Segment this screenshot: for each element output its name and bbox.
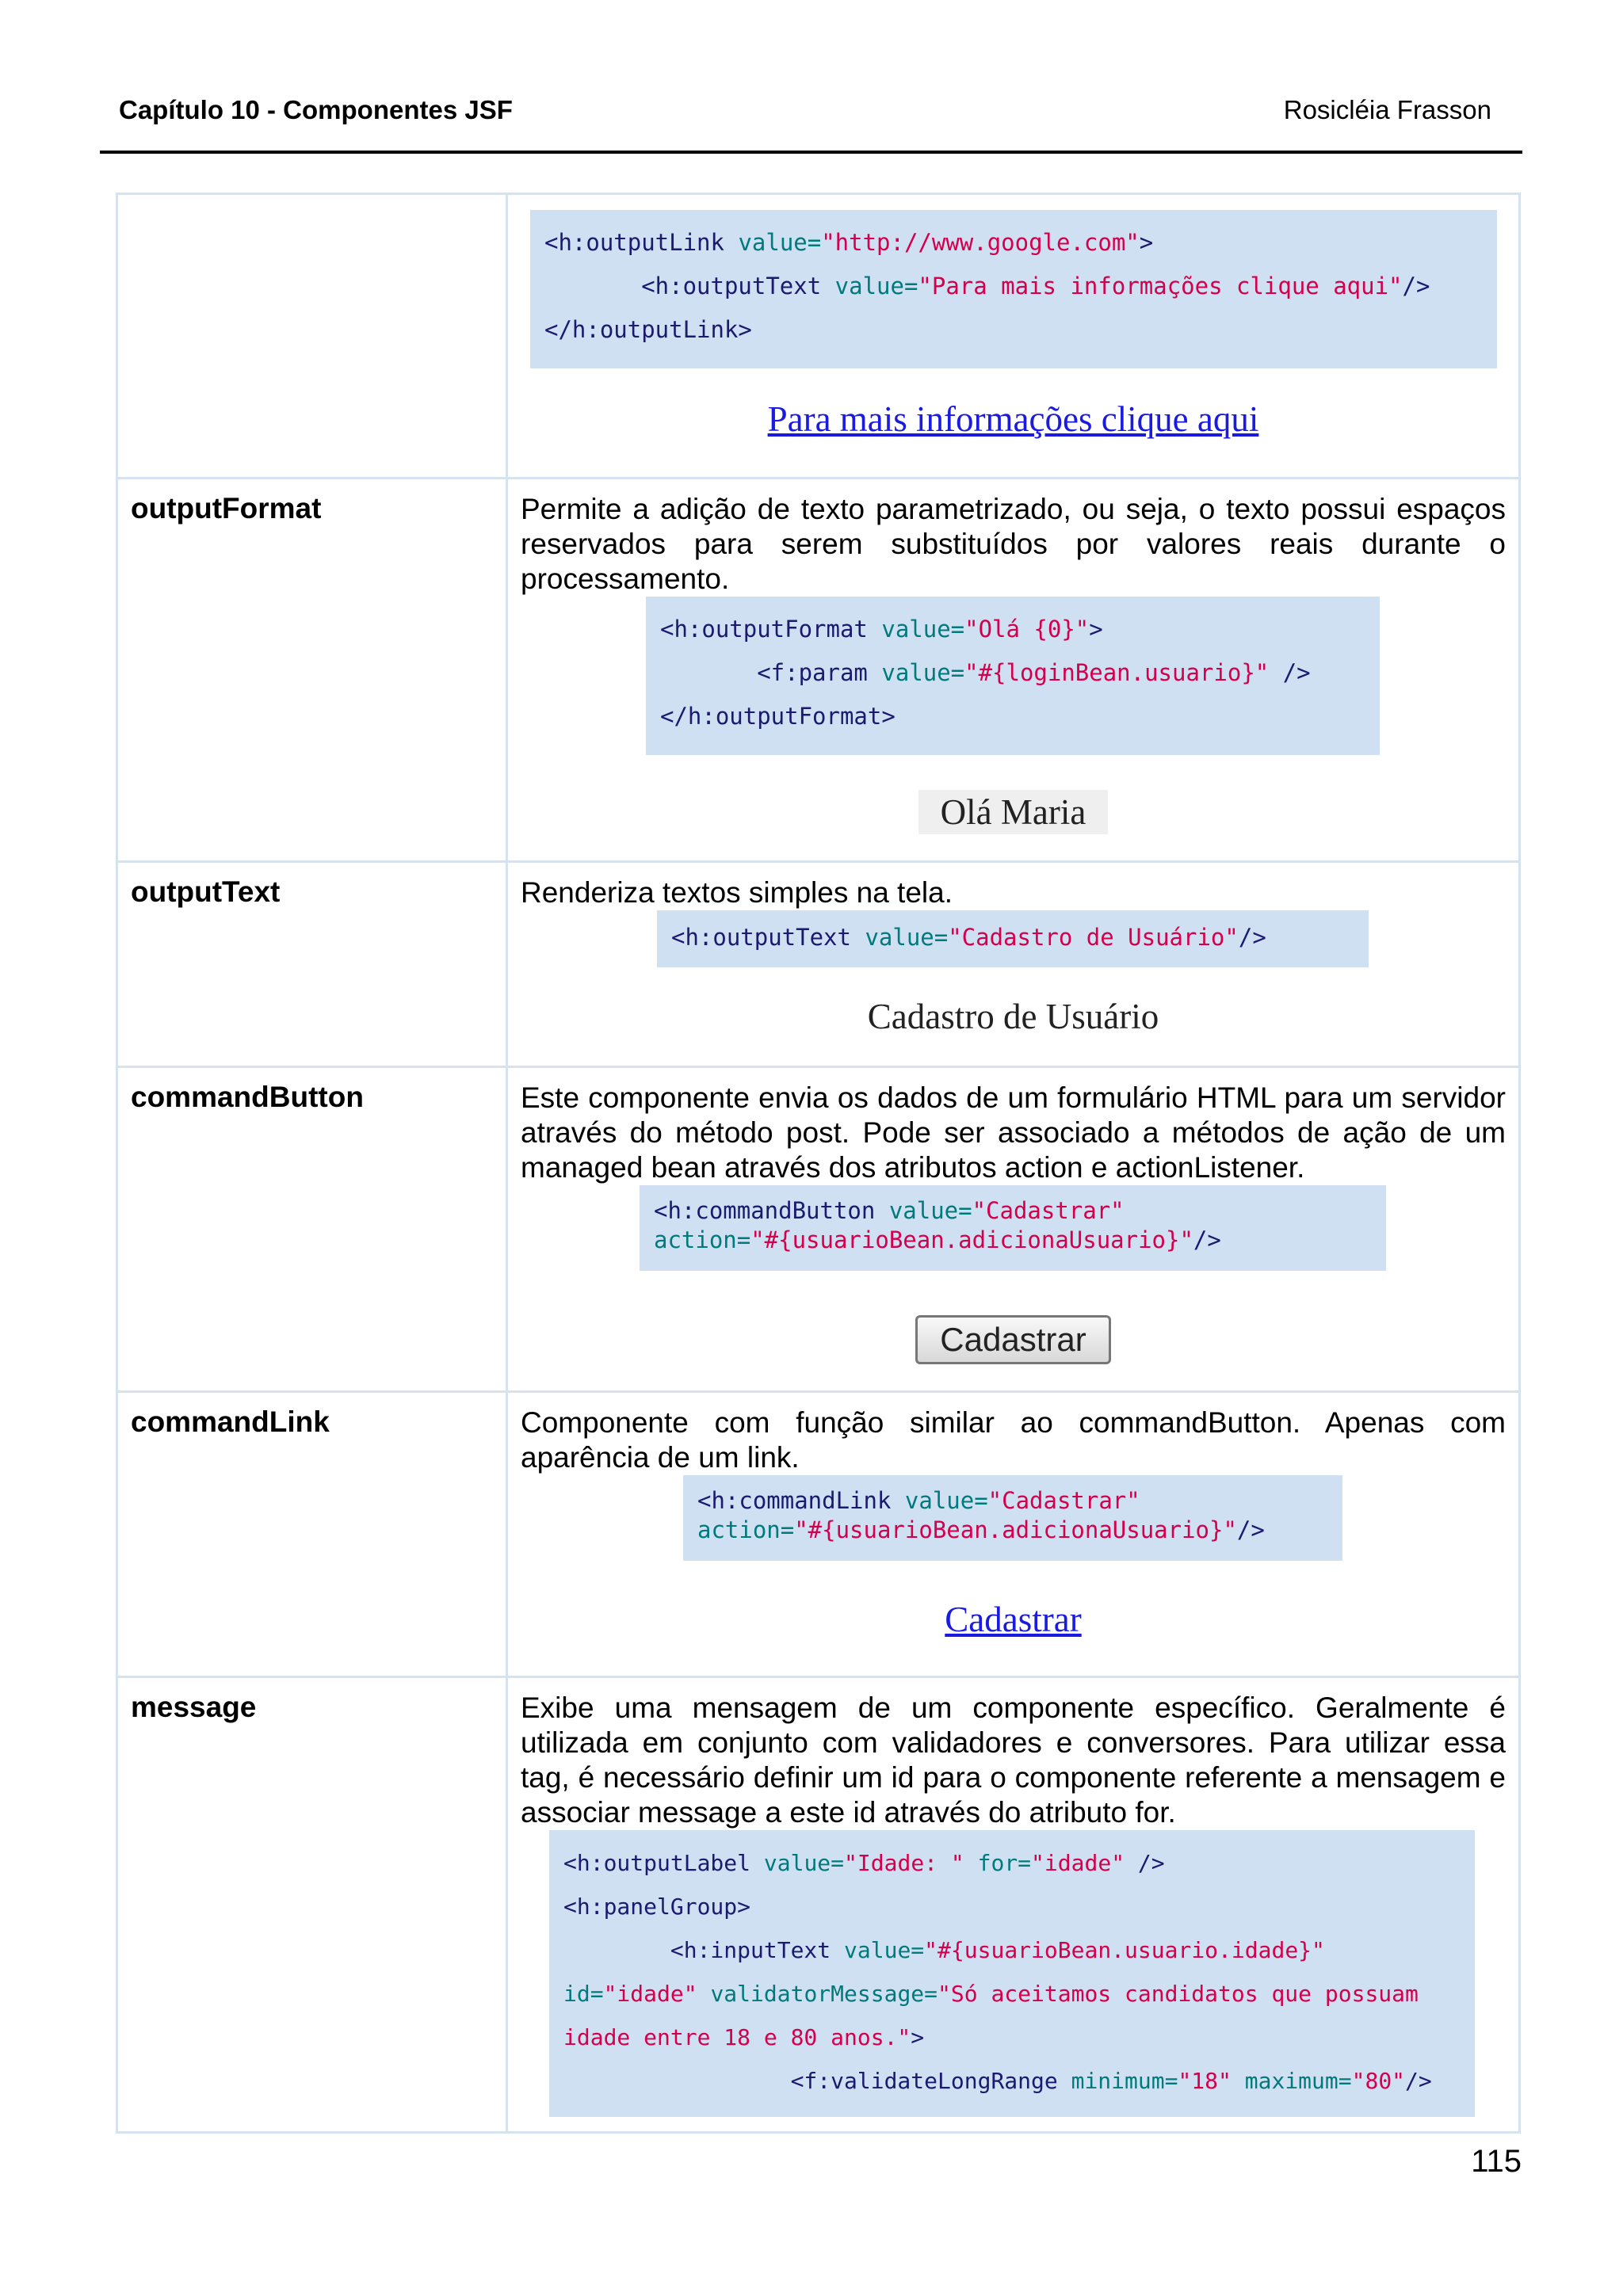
component-description: Renderiza textos simples na tela. (521, 876, 953, 909)
code-token: value= (904, 1487, 988, 1514)
code-line (563, 1885, 1461, 1928)
component-description-cell (507, 1067, 1520, 1392)
component-name (117, 194, 507, 479)
code-line (671, 923, 1354, 952)
code-token: <h:outputText (671, 924, 865, 951)
code-token: "Só aceitamos candidatos que possuam (938, 1981, 1419, 2007)
code-token: value= (763, 1850, 845, 1876)
page-number: 115 (1471, 2144, 1522, 2179)
code-token: /> (1405, 2068, 1432, 2094)
code-token: value= (881, 659, 965, 686)
code-token: "Olá {0}" (964, 616, 1090, 643)
component-description-cell (507, 194, 1520, 479)
code-block (640, 1185, 1386, 1271)
code-token: "Cadastrar" (972, 1197, 1125, 1224)
code-token: /> (1269, 659, 1311, 686)
code-token: "#{usuarioBean.adicionaUsuario}" (750, 1226, 1193, 1253)
code-line (563, 2059, 1461, 2103)
code-token: idade entre 18 e 80 anos." (563, 2024, 911, 2050)
code-token: </h:outputLink> (544, 316, 752, 343)
code-line (697, 1516, 1328, 1545)
header-rule (100, 151, 1522, 154)
code-token: "#{usuarioBean.adicionaUsuario}" (794, 1516, 1237, 1543)
code-token: "#{loginBean.usuario}" (964, 659, 1270, 686)
table-row (117, 479, 1520, 862)
table-row (117, 862, 1520, 1067)
code-token: /> (1193, 1226, 1221, 1253)
code-token: "Cadastrar" (987, 1487, 1140, 1514)
output-link-preview[interactable]: Para mais informações clique aqui (767, 399, 1259, 439)
code-line (654, 1196, 1372, 1226)
component-description-cell (507, 862, 1520, 1067)
component-description: Exibe uma mensagem de um componente específico. Geralmente é utilizada em conjunto com validadores e conversores. Para utilizar essa tag, é necessário definir um id para o componente referente a mensagem e associar message a este id através do atributo for. (521, 1691, 1506, 1829)
code-token: <f:validateLongRange (563, 2068, 1071, 2094)
code-token: minimum= (1071, 2068, 1178, 2094)
code-line (697, 1486, 1328, 1516)
code-token: "idade" (603, 1981, 711, 2007)
render-preview (521, 790, 1506, 834)
render-preview (521, 999, 1506, 1037)
code-token: <h:outputLabel (563, 1850, 764, 1876)
author-name: Rosicléia Frasson (1283, 95, 1491, 124)
cadastrar-link-preview[interactable]: Cadastrar (945, 1600, 1082, 1639)
code-token: "80" (1351, 2068, 1406, 2094)
code-line (563, 1972, 1461, 2016)
code-token: action= (697, 1516, 795, 1543)
code-token: <h:commandButton (654, 1197, 889, 1224)
code-token: <h:outputLink (544, 229, 739, 256)
code-token: "Cadastro de Usuário" (948, 924, 1239, 951)
table-row (117, 1677, 1520, 2133)
code-token: "idade" (1031, 1850, 1125, 1876)
code-token: maximum= (1244, 2068, 1352, 2094)
render-preview (521, 399, 1506, 440)
code-token: <h:outputFormat (660, 616, 882, 643)
code-token: /> (1125, 1850, 1165, 1876)
code-line (660, 608, 1365, 651)
table-row (117, 1067, 1520, 1392)
component-name: outputText (117, 862, 507, 1067)
code-token: value= (738, 229, 822, 256)
code-token: for= (977, 1850, 1032, 1876)
code-block (657, 910, 1369, 967)
components-table (116, 193, 1521, 2134)
component-name: commandButton (117, 1067, 507, 1392)
code-token: "Idade: " (844, 1850, 978, 1876)
code-token: "18" (1178, 2068, 1245, 2094)
code-token: /> (1402, 273, 1430, 299)
code-token: </h:outputFormat> (660, 703, 896, 730)
table-row (117, 194, 1520, 479)
component-description: Permite a adição de texto parametrizado, ou seja, o texto possui espaços reservados para serem substituídos por valores reais durante o processamento. (521, 493, 1506, 595)
component-description-cell (507, 1677, 1520, 2133)
chapter-title: Capítulo 10 - Componentes JSF (119, 95, 513, 124)
component-description-cell (507, 1392, 1520, 1677)
code-token: id= (563, 1981, 604, 2007)
code-line (660, 695, 1365, 738)
code-token: <f:param (660, 659, 882, 686)
code-line (563, 1928, 1461, 1972)
code-token: > (1139, 229, 1154, 256)
component-description-cell (507, 479, 1520, 862)
code-token: value= (844, 1937, 925, 1963)
code-block (530, 210, 1497, 368)
code-token: > (1089, 616, 1103, 643)
output-format-preview: Olá Maria (918, 790, 1109, 834)
code-token: value= (865, 924, 949, 951)
code-token: value= (834, 273, 918, 299)
component-description: Este componente envia os dados de um formulário HTML para um servidor através do método post. Pode ser associado a métodos de ação de um managed bean através dos atributos action e actionListener. (521, 1081, 1506, 1184)
code-token: value= (881, 616, 965, 643)
code-token: validatorMessage= (710, 1981, 938, 2007)
code-token: <h:panelGroup> (563, 1894, 751, 1920)
render-preview (521, 1315, 1506, 1364)
output-text-preview: Cadastro de Usuário (867, 997, 1159, 1036)
code-token: > (911, 2024, 925, 2050)
code-token: "#{usuarioBean.usuario.idade}" (924, 1937, 1325, 1963)
table-row (117, 1392, 1520, 1677)
code-token: <h:outputText (544, 273, 835, 299)
code-token: "http://www.google.com" (821, 229, 1140, 256)
code-token: action= (654, 1226, 751, 1253)
component-description: Componente com função similar ao commandButton. Apenas com aparência de um link. (521, 1406, 1506, 1474)
code-line (544, 221, 1483, 265)
cadastrar-button-preview[interactable]: Cadastrar (915, 1315, 1110, 1364)
component-name: message (117, 1677, 507, 2133)
code-line (563, 1841, 1461, 1885)
code-line (544, 265, 1483, 308)
render-preview (521, 1602, 1506, 1640)
code-block (549, 1830, 1475, 2117)
code-token: <h:commandLink (697, 1487, 905, 1514)
component-name: commandLink (117, 1392, 507, 1677)
code-token: <h:inputText (563, 1937, 845, 1963)
code-token: /> (1238, 924, 1266, 951)
code-token: /> (1236, 1516, 1265, 1543)
code-block (683, 1475, 1342, 1561)
code-line (654, 1226, 1372, 1255)
code-token: "Para mais informações clique aqui" (918, 273, 1403, 299)
code-line (563, 2016, 1461, 2059)
page-header (100, 95, 1510, 130)
code-line (660, 651, 1365, 695)
code-token: value= (888, 1197, 972, 1224)
code-line (544, 308, 1483, 352)
code-block (646, 597, 1380, 755)
component-name: outputFormat (117, 479, 507, 862)
